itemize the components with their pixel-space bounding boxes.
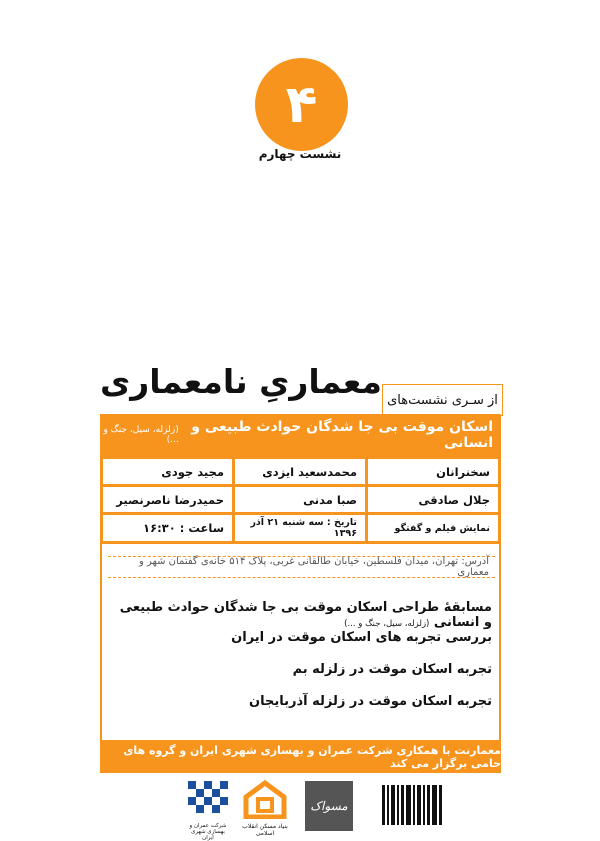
topic-item: تجربه اسکان موقت در زلزله بم xyxy=(292,662,492,677)
speaker-cell: حمیدرضا ناصرنصیر xyxy=(103,487,232,512)
house-logo-text: بنیاد مسکن انقلاب اسلامی xyxy=(242,823,288,837)
series-label: از سـری نشست‌های xyxy=(382,384,503,416)
topic-item: بررسی تجربه های اسکان موقت در ایران xyxy=(231,630,492,645)
grid-logo-icon xyxy=(186,779,230,819)
theme-bar xyxy=(100,414,501,456)
barcode-logo-icon xyxy=(378,779,448,831)
program-cell: نمایش فیلم و گفتگو xyxy=(368,515,498,541)
date-cell: تاریخ : سه شنبه ۲۱ آذر ۱۳۹۶ xyxy=(235,515,365,541)
speaker-cell: جلال صادقی xyxy=(368,487,498,512)
event-title-text: معماریِ نامعماری xyxy=(100,362,382,401)
topic-note: (زلزله، سیل، جنگ و ...) xyxy=(344,619,430,629)
script-logo-text: مسواک xyxy=(310,799,348,813)
theme-note: (زلزله، سیل، جنگ و ...) xyxy=(103,425,179,445)
time-cell: ساعت : ۱۶:۳۰ xyxy=(103,515,232,541)
footer-band: معمارنت با همکاری شرکت عمران و بهسازی شهری ایران و گروه های حامی برگزار می کند xyxy=(100,741,501,773)
topic-item xyxy=(108,600,492,630)
address: آدرس: تهران، میدان فلسطین، خیابان طالقانی غربی، پلاک ۵۱۴ خانه‌ی گفتمان شهر و معماری xyxy=(108,556,495,578)
speakers-table xyxy=(100,456,501,544)
session-number: ۴ xyxy=(285,74,318,135)
theme-text: اسکان موقت بی جا شدگان حوادث طبیعی و انسانی xyxy=(191,419,493,451)
session-label: نشست چهارم xyxy=(258,147,342,161)
house-logo-icon xyxy=(240,779,290,819)
grid-logo-text: شرکت عمران و بهسازی شهری ایران xyxy=(189,823,227,841)
sponsor-logos xyxy=(100,773,501,841)
speaker-cell: صبا مدنی xyxy=(235,487,365,512)
speaker-cell: مجید جودی xyxy=(103,459,232,484)
speakers-label: سخنرانان xyxy=(368,459,498,484)
grid-logo xyxy=(186,779,230,841)
speaker-cell: محمدسعید ایزدی xyxy=(235,459,365,484)
house-logo xyxy=(240,779,290,835)
session-number-badge xyxy=(255,58,348,151)
script-logo xyxy=(305,781,353,831)
topic-text: مسابقهٔ طراحی اسکان موقت بی جا شدگان حوادث طبیعی و انسانی xyxy=(119,600,492,630)
topic-item: تجربه اسکان موقت در زلزله آذربایجان xyxy=(249,694,492,709)
